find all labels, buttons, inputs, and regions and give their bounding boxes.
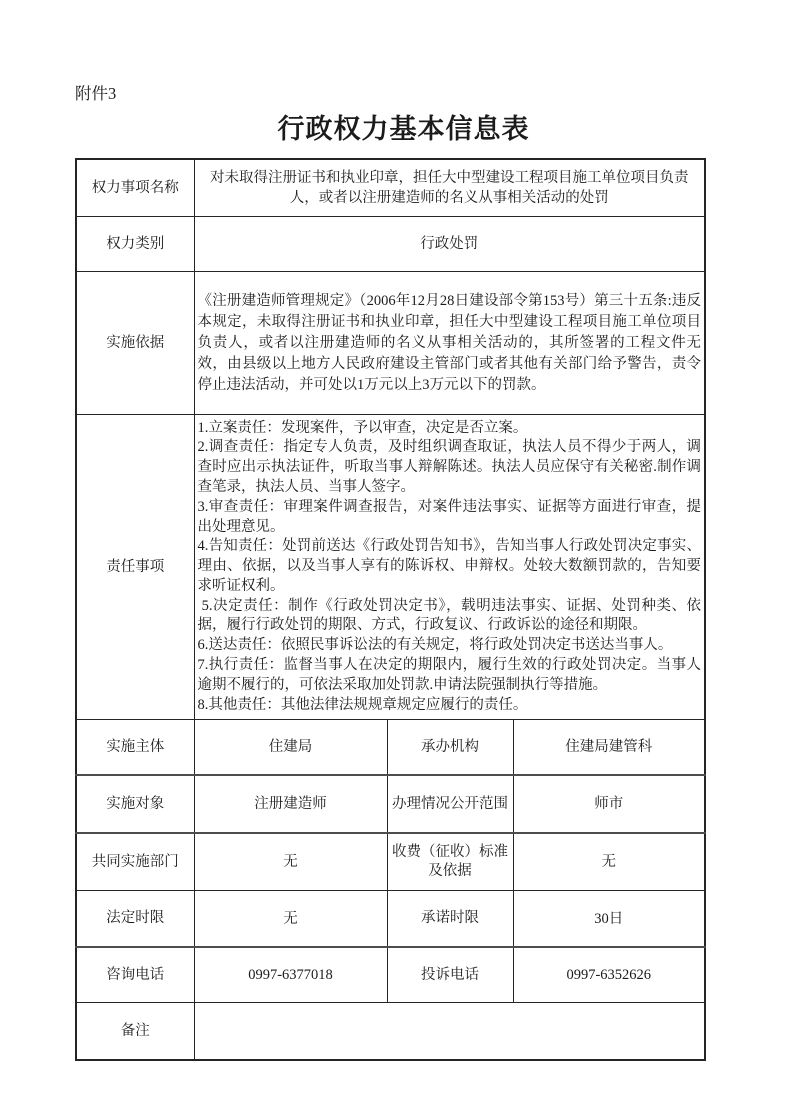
row-label-basis: 实施依据 bbox=[76, 272, 194, 415]
row-label-undertaking-agency: 承办机构 bbox=[387, 720, 513, 776]
row-label-joint-departments: 共同实施部门 bbox=[76, 833, 194, 891]
responsibility-item: 5.决定责任：制作《行政处罚决定书》，载明违法事实、证据、处罚种类、依据，履行行政处罚的期限、方式，行政复议、行政诉讼的途径和期限。 bbox=[197, 597, 702, 634]
cell-undertaking-agency-value: 住建局建管科 bbox=[513, 720, 705, 776]
cell-fee-standard-value: 无 bbox=[513, 833, 705, 891]
cell-promised-time-limit-value: 30日 bbox=[513, 891, 705, 948]
row-implementing-subject bbox=[76, 720, 705, 776]
cell-remark-value bbox=[194, 1003, 705, 1061]
responsibility-item: 6.送达责任：依照民事诉讼法的有关规定，将行政处罚决定书送达当事人。 bbox=[197, 637, 673, 654]
cell-implementation-object-value: 注册建造师 bbox=[194, 775, 387, 833]
attachment-label: 附件3 bbox=[75, 84, 117, 103]
row-remark bbox=[76, 1003, 705, 1061]
row-label-fee-standard: 收费（征收）标准及依据 bbox=[387, 833, 513, 891]
row-category bbox=[76, 217, 705, 272]
cell-statutory-time-limit-value: 无 bbox=[194, 891, 387, 948]
row-joint-departments bbox=[76, 833, 705, 891]
row-label-remark: 备注 bbox=[76, 1003, 194, 1061]
responsibility-item: 3.审查责任：审理案件调查报告，对案件违法事实、证据等方面进行审查，提出处理意见。 bbox=[197, 498, 702, 535]
responsibility-item: 8.其他责任：其他法律法规规章规定应履行的责任。 bbox=[197, 696, 528, 713]
responsibility-item: 4.告知责任：处罚前送达《行政处罚告知书》，告知当事人行政处罚决定事实、理由、依据，以及当事人享有的陈诉权、申辩权。处较大数额罚款的，告知要求听证权利。 bbox=[197, 538, 702, 594]
row-consultation-phone bbox=[76, 947, 705, 1003]
cell-consultation-phone-value: 0997-6377018 bbox=[194, 947, 387, 1003]
cell-basis-value: 《注册建造师管理规定》（2006年12月28日建设部令第153号）第三十五条:违反本规定，未取得注册证书和执业印章，担任大中型建设工程项目施工单位项目负责人，或者以注册建造师的名义从事相关活动的，其所签署的工程文件无效，由县级以上地方人民政府建设主管部门或者其他有关部门给予警告，责令停止违法活动，并可处以1万元以上3万元以下的罚款。 bbox=[194, 272, 705, 415]
info-table bbox=[75, 158, 706, 1061]
row-label-item-name: 权力事项名称 bbox=[76, 159, 194, 217]
row-implementation-object bbox=[76, 775, 705, 833]
row-statutory-time-limit bbox=[76, 891, 705, 948]
cell-responsibility-value bbox=[194, 415, 705, 720]
row-item-name bbox=[76, 159, 705, 217]
cell-category-value: 行政处罚 bbox=[194, 217, 705, 272]
row-responsibility bbox=[76, 415, 705, 720]
page-title: 行政权力基本信息表 bbox=[277, 114, 530, 144]
responsibility-item: 7.执行责任：监督当事人在决定的期限内，履行生效的行政处罚决定。当事人逾期不履行的，可依法采取加处罚款.申请法院强制执行等措施。 bbox=[197, 657, 702, 693]
row-label-consultation-phone: 咨询电话 bbox=[76, 947, 194, 1003]
cell-complaint-phone-value: 0997-6352626 bbox=[513, 947, 705, 1003]
cell-disclosure-scope-value: 师市 bbox=[513, 775, 705, 833]
cell-joint-departments-value: 无 bbox=[194, 833, 387, 891]
cell-item-name-value: 对未取得注册证书和执业印章，担任大中型建设工程项目施工单位项目负责人，或者以注册建造师的名义从事相关活动的处罚 bbox=[194, 159, 705, 217]
row-label-responsibility: 责任事项 bbox=[76, 415, 194, 720]
row-label-implementing-subject: 实施主体 bbox=[76, 720, 194, 776]
row-label-statutory-time-limit: 法定时限 bbox=[76, 891, 194, 948]
row-label-disclosure-scope: 办理情况公开范围 bbox=[387, 775, 513, 833]
row-label-complaint-phone: 投诉电话 bbox=[387, 947, 513, 1003]
row-label-category: 权力类别 bbox=[76, 217, 194, 272]
responsibility-item: 2.调查责任：指定专人负责，及时组织调查取证，执法人员不得少于两人，调查时应出示执法证件，听取当事人辩解陈述。执法人员应保守有关秘密.制作调查笔录，执法人员、当事人签字。 bbox=[197, 439, 702, 495]
row-label-promised-time-limit: 承诺时限 bbox=[387, 891, 513, 948]
cell-implementing-subject-value: 住建局 bbox=[194, 720, 387, 776]
row-label-implementation-object: 实施对象 bbox=[76, 775, 194, 833]
row-basis bbox=[76, 272, 705, 415]
responsibility-item: 1.立案责任：发现案件，予以审查，决定是否立案。 bbox=[197, 419, 528, 436]
